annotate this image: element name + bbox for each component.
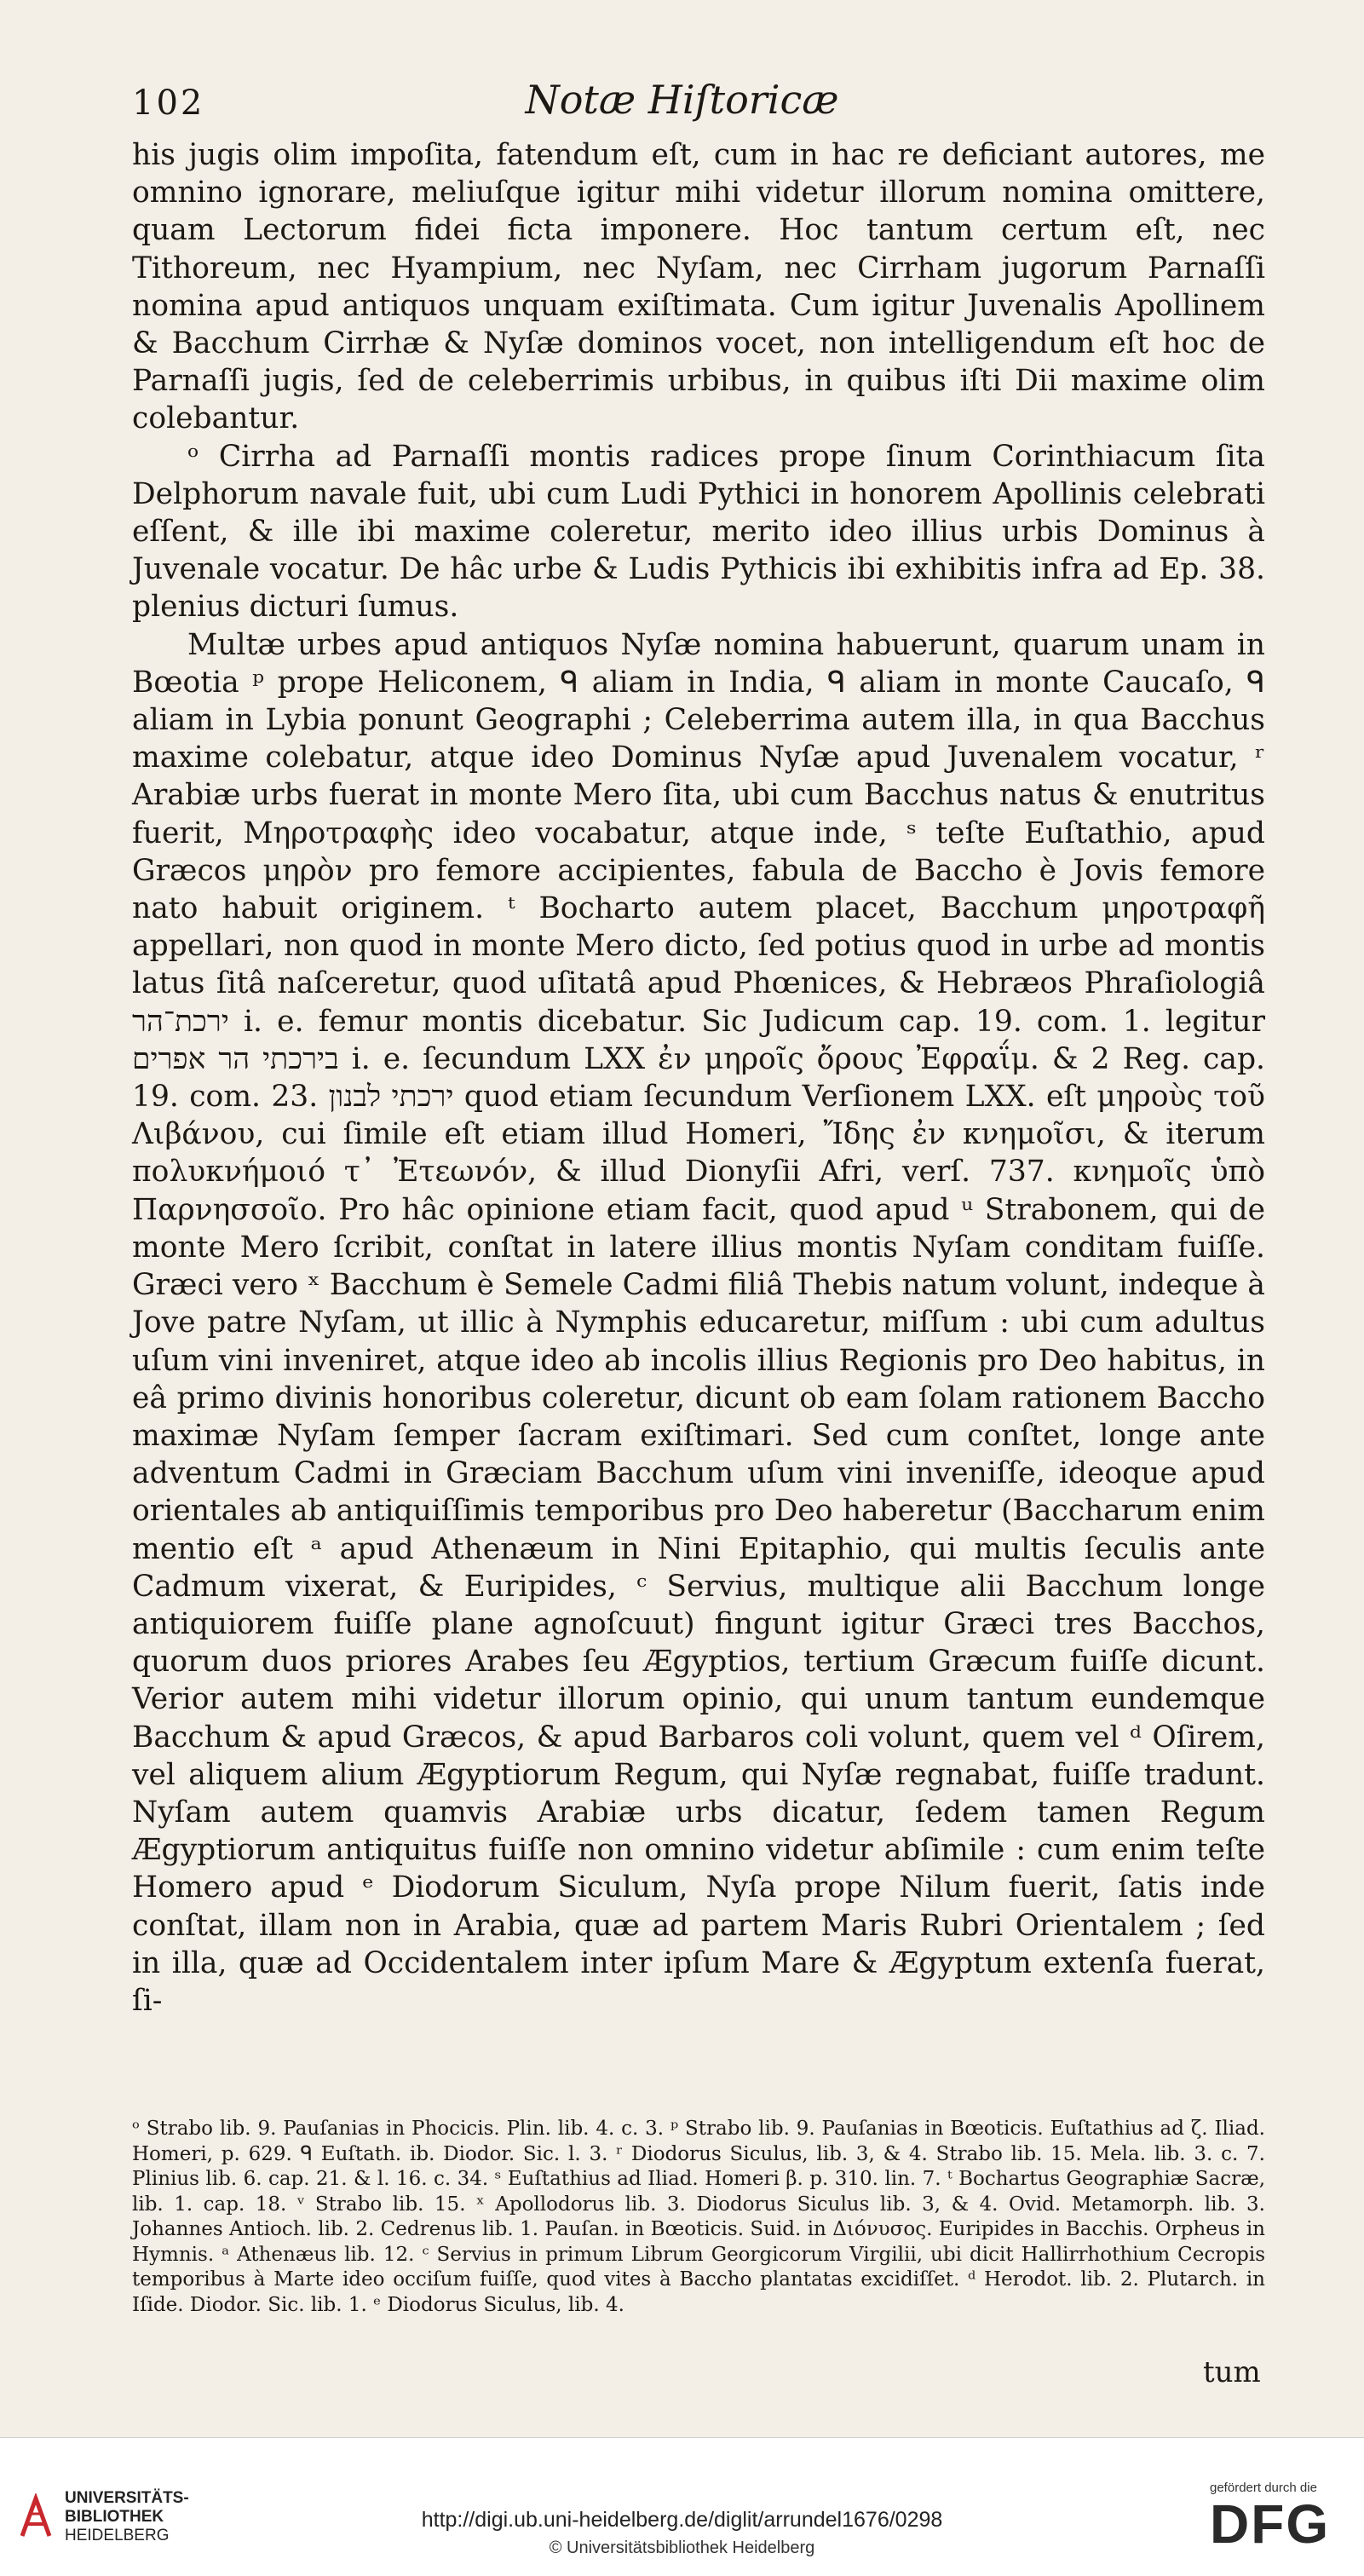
permalink-url[interactable]: http://digi.ub.uni-heidelberg.de/diglit/arrundel1676/0298 <box>421 2508 943 2532</box>
funding-caption: gefördert durch die <box>1210 2481 1317 2495</box>
library-name-line: UNIVERSITÄTS- <box>65 2489 189 2507</box>
viewer-footer <box>0 2437 1364 2576</box>
library-name-line: HEIDELBERG <box>65 2527 170 2544</box>
paragraph: ᵒ Cirrha ad Parnaſſi montis radices prope ſinum Corinthiacum ſita Delphorum navale fuit, ubi cum Ludi Pythici in honorem Apollinis celebrati eſſent, & ille ibi maxime coleretur, merito ideo illius urbis Dominus à Juvenale vocatur. De hâc urbe & Ludis Pythicis ibi exhibitis infra ad Ep. 38. plenius dicturi ſumus. <box>132 439 1265 625</box>
running-title: Notæ Hiſtoricæ <box>525 77 839 123</box>
catchword: tum <box>1203 2355 1261 2389</box>
library-name-line: BIBLIOTHEK <box>65 2508 164 2526</box>
copyright-notice: © Universitätsbibliothek Heidelberg <box>549 2539 815 2557</box>
footnotes: ᵒ Strabo lib. 9. Pauſanias in Phocicis. Plin. lib. 4. c. 3. ᵖ Strabo lib. 9. Pauſanias in Bœoticis. Euſtathius ad ζ. Iliad. Homeri, p. 629. ᑫ Euſtath. ib. Diodor. Sic. l. 3. ʳ Diodorus Siculus, lib. 3, & 4. Strabo lib. 15. Mela. lib. 3. c. 7. Plinius lib. 6. cap. 21. & l. 16. c. 34. ˢ Euſtathius ad Iliad. Homeri β. p. 310. lin. 7. ᵗ Bochartus Geographiæ Sacræ, lib. 1. cap. 18. ᵛ Strabo lib. 15. ˣ Apollodorus lib. 3. Diodorus Siculus lib. 3, & 4. Ovid. Metamorph. lib. 3. Johannes Antioch. lib. 2. Cedrenus lib. 1. Pauſan. in Bœoticis. Suid. in Διόνυσος. Euripides in Bacchis. Orpheus in Hymnis. ᵃ Athenæus lib. 12. ᶜ Servius in primum Librum Georgicorum Virgilii, ubi dicit Hallirrhothium Cecropis temporibus à Marte ideo occiſum fuiſſe, quod vites à Baccho plantatas excidiſſet. ᵈ Herodot. lib. 2. Plutarch. in Iſide. Diodor. Sic. lib. 1. ᵉ Diodorus Siculus, lib. 4. <box>132 2118 1265 2316</box>
dfg-funding-logo[interactable] <box>1210 2481 1346 2555</box>
main-text <box>132 136 1265 2020</box>
page-number: 102 <box>132 84 205 123</box>
dfg-logo-text: DFG <box>1210 2493 1331 2555</box>
paragraph: his jugis olim impoſita, fatendum eſt, cum in hac re deficiant autores, me omnino ignorare, meliuſque igitur mihi videtur illorum nomina omittere, quam Lectorum fidei ficta imponere. Hoc tantum certum eſt, nec Tithoreum, nec Hyampium, nec Nyſam, nec Cirrham jugorum Parnaſſi nomina apud antiquos unquam exiſtimata. Cum igitur Juvenalis Apollinem & Bacchum Cirrhæ & Nyſæ dominos vocet, non intelligendum eſt hoc de Parnaſſi jugis, ſed de celeberrimis urbibus, in quibus iſti Dii maxime olim colebantur. <box>132 138 1265 436</box>
paragraph: Multæ urbes apud antiquos Nyſæ nomina habuerunt, quarum unam in Bœotia ᵖ prope Heliconem, ᑫ aliam in India, ᑫ aliam in monte Caucaſo, ᑫ aliam in Lybia ponunt Geographi ; Celeberrima autem illa, in qua Bacchus maxime colebatur, atque ideo Dominus Nyſæ apud Juvenalem vocatur, ʳ Arabiæ urbs fuerat in monte Mero ſita, ubi cum Bacchus natus & enutritus fuerit, Μηροτραφὴς ideo vocabatur, atque inde, ˢ teſte Euſtathio, apud Græcos μηρὸν pro femore accipientes, fabula de Baccho è Jovis femore nato habuit originem. ᵗ Bocharto autem placet, Bacchum μηροτραφῆ appellari, non quod in monte Mero dicto, ſed potius quod in urbe ad montis latus ſitâ naſceretur, quod uſitatâ apud Phœnices, & Hebræos Phraſiologiâ ירכת־הר i. e. femur montis dicebatur. Sic Judicum cap. 19. com. 1. legitur בירכתי הר אפרים i. e. ſecundum LXX ἐν μηροῖς ὄρους Ἐφραΐμ. & 2 Reg. cap. 19. com. 23. ירכתי לבנון quod etiam ſecundum Verſionem LXX. eſt μηροὺς τοῦ Λιβάνου, cui ſimile eſt etiam illud Homeri, Ἴδης ἐν κνημοῖσι, & iterum πολυκνήμοιό τ᾽ Ἐτεωνόν, & illud Dionyſii Afri, verſ. 737. κνημοῖς ὑπὸ Παρνησσοῖο. Pro hâc opinione etiam facit, quod apud ᵘ Strabonem, qui de monte Mero ſcribit, conſtat in latere illius montis Nyſam conditam fuiſſe. Græci vero ˣ Bacchum è Semele Cadmi filiâ Thebis natum volunt, indeque à Jove patre Nyſam, ut illic à Nymphis educaretur, miſſum : ubi cum adultus uſum vini inveniret, atque ideo ab incolis illius Regionis pro Deo habitus, in eâ primo divinis honoribus coleretur, dicunt ob eam ſolam rationem Baccho maximæ Nyſam ſemper ſacram exiſtimari. Sed cum conſtet, longe ante adventum Cadmi in Græciam Bacchum uſum vini inveniſſe, ideoque apud orientales ab antiquiſſimis temporibus pro Deo haberetur (Baccharum enim mentio eſt ᵃ apud Athenæum in Nini Epitaphio, qui multis ſeculis ante Cadmum vixerat, & Euripides, ᶜ Servius, multique alii Bacchum longe antiquiorem fuiſſe plane agnoſcuut) fingunt igitur Græci tres Bacchos, quorum duos priores Arabes ſeu Ægyptios, tertium Græcum fuiſſe dicunt. Verior autem mihi videtur illorum opinio, qui unum tantum eundemque Bacchum & apud Græcos, & apud Barbaros coli volunt, quem vel ᵈ Oſirem, vel aliquem alium Ægyptiorum Regum, qui Nyſæ regnabat, fuiſſe tradunt. Nyſam autem quamvis Arabiæ urbs dicatur, ſedem tamen Regum Ægyptiorum antiquitus fuiſſe non omnino videtur abſimile : cum enim teſte Homero apud ᵉ Diodorum Siculum, Nyſa prope Nilum fuerit, ſatis inde conſtat, illam non in Arabia, quæ ad partem Maris Rubri Orientalem ; ſed in illa, quæ ad Occidentalem inter ipſum Mare & Ægyptum extenſa fuerat, ſi- <box>132 627 1266 2018</box>
